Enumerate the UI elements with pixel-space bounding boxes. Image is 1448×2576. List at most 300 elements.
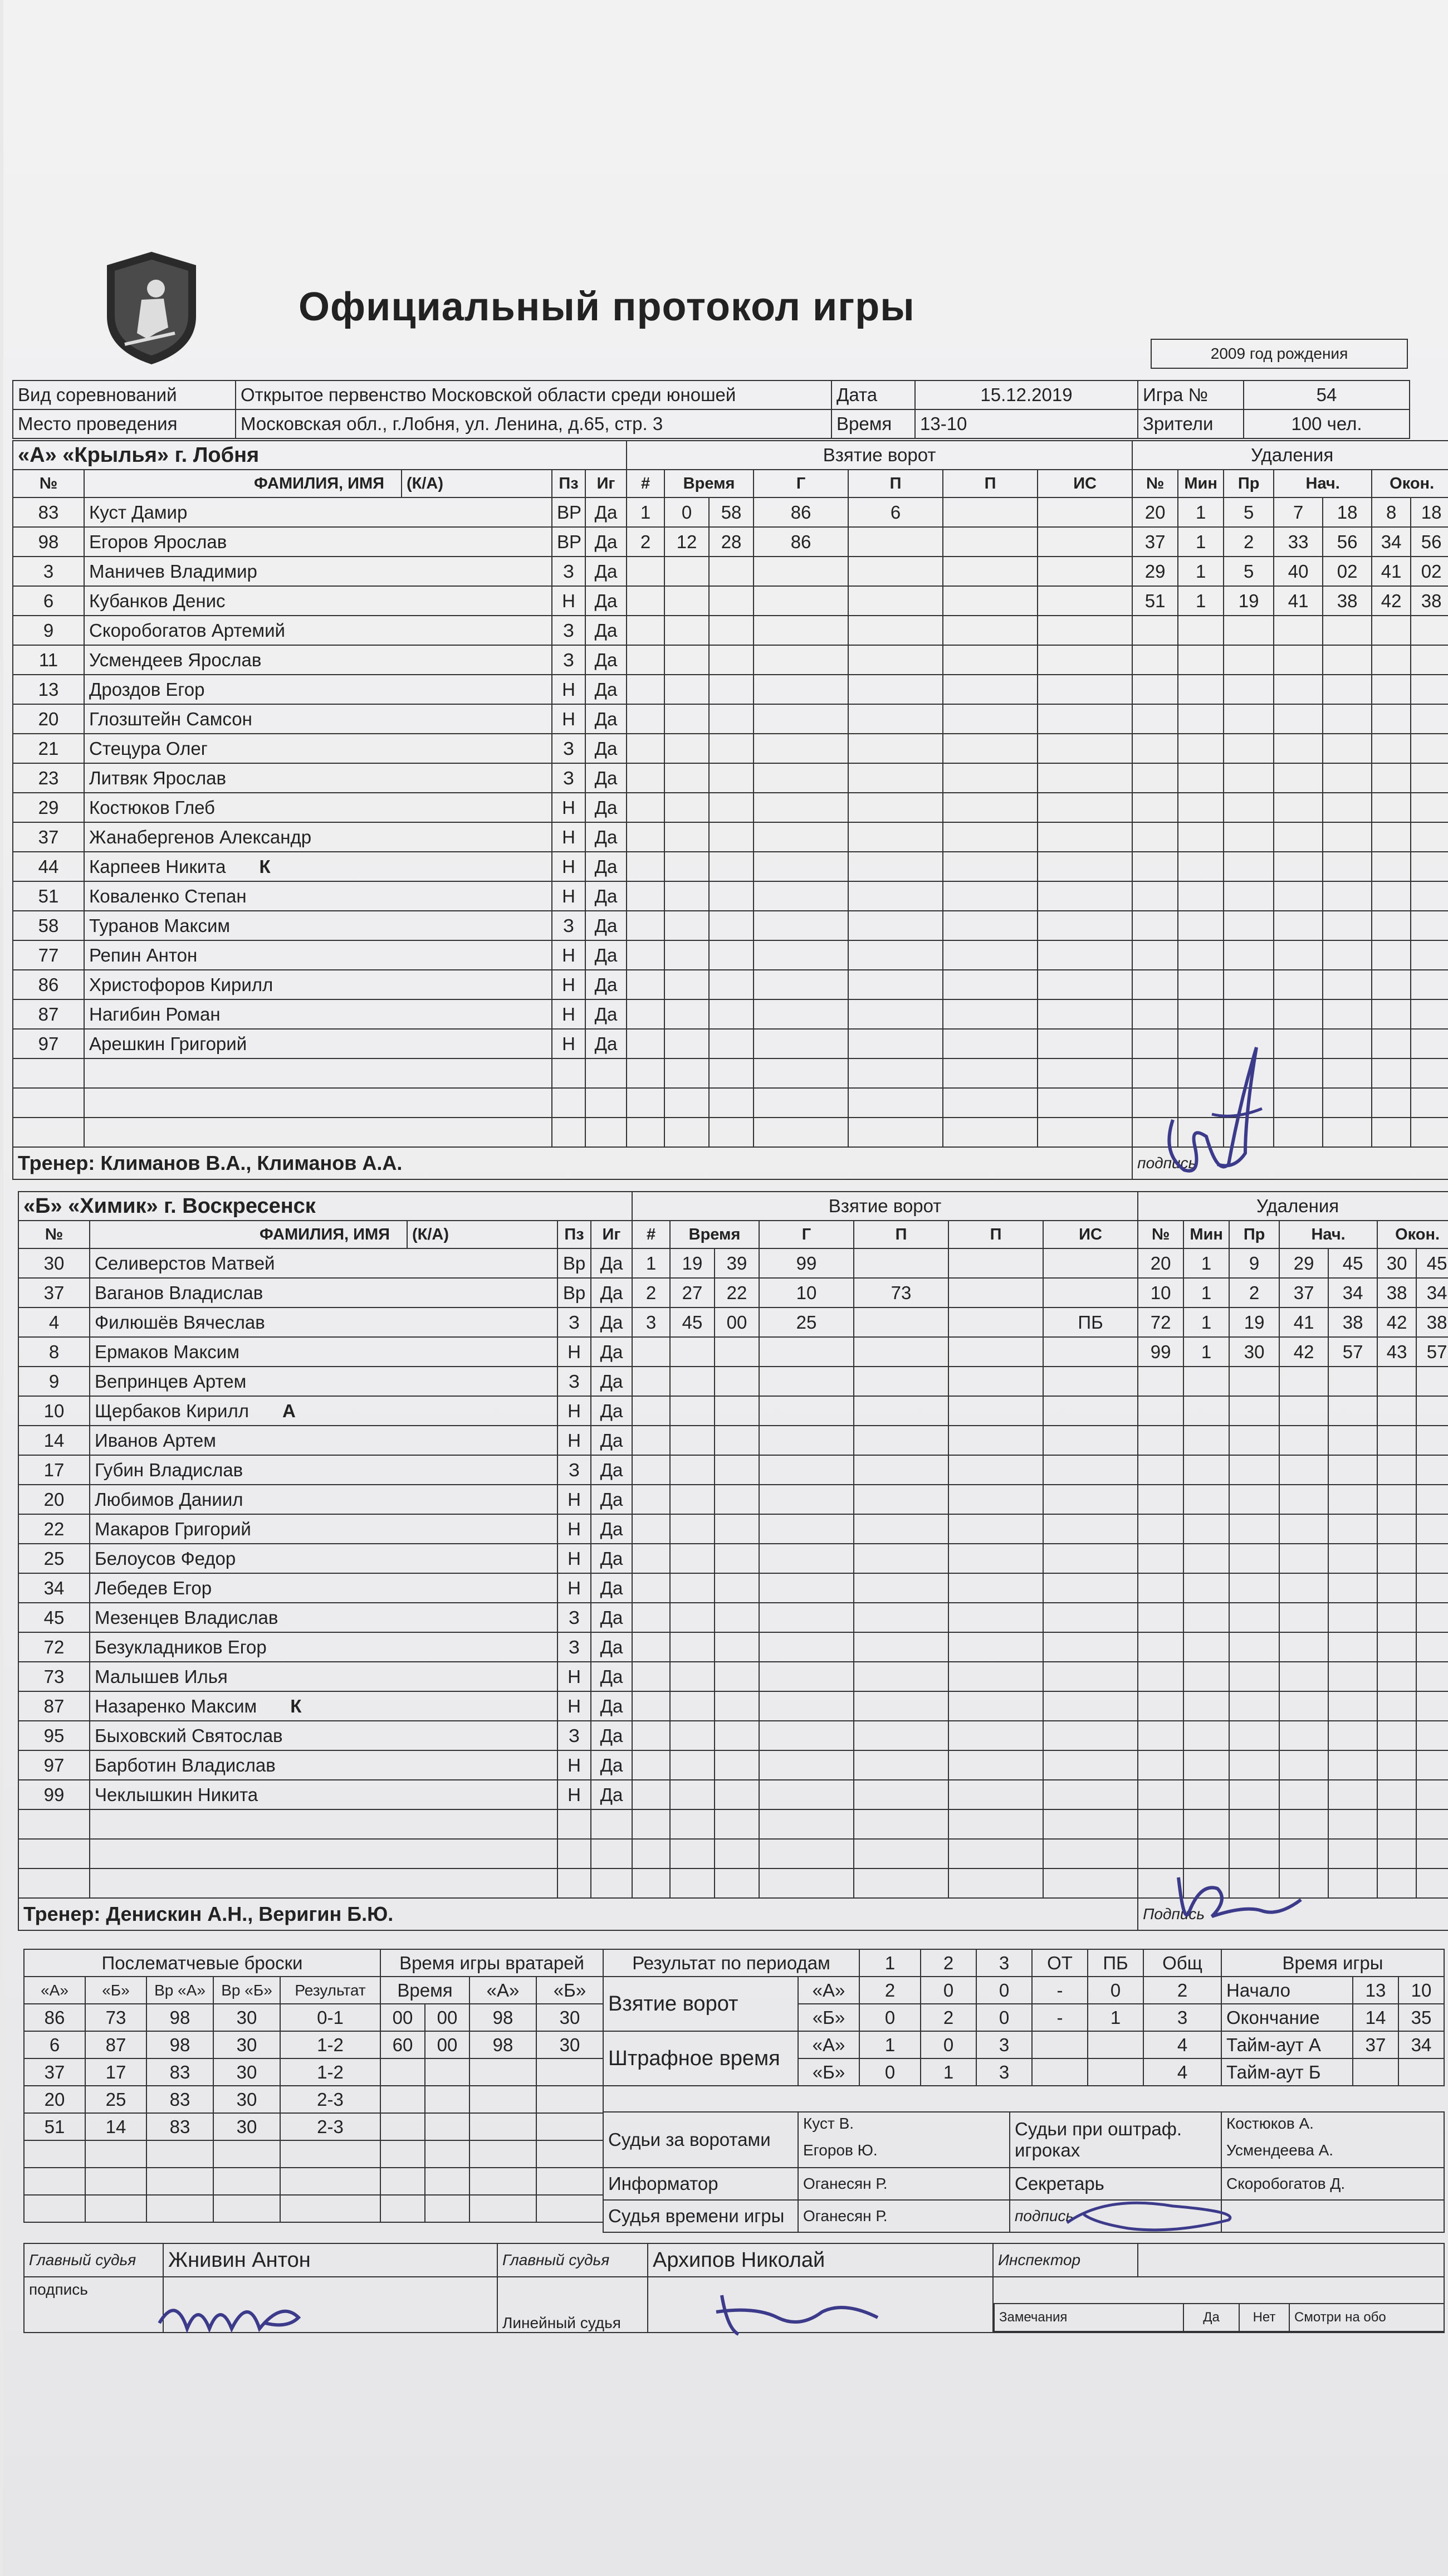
goals-row-label: Взятие ворот xyxy=(603,1977,798,2031)
shootout-col: «Б» xyxy=(85,1977,146,2004)
team-sign-label: Подпись xyxy=(1138,1898,1448,1930)
player-name-text: Белоусов Федор xyxy=(95,1548,236,1569)
shootout-cell: 30 xyxy=(213,2086,280,2113)
player-name-text: Кубанков Денис xyxy=(89,590,226,611)
penalty-judges-label: Судьи при оштраф. игроках xyxy=(1010,2112,1221,2168)
table-row xyxy=(18,1750,1448,1780)
goal-second: 58 xyxy=(709,497,754,527)
col-goal-scorer: Г xyxy=(759,1221,854,1248)
player-number: 87 xyxy=(18,1691,90,1721)
goal-judges-label: Судьи за воротами xyxy=(603,2112,798,2168)
period-value xyxy=(1032,2031,1088,2058)
table-row xyxy=(380,2140,603,2168)
player-played: Да xyxy=(591,1691,632,1721)
period-total: 4 xyxy=(1143,2058,1221,2086)
player-position: З xyxy=(552,734,585,763)
pen-minutes: 1 xyxy=(1178,557,1224,586)
player-position: З xyxy=(552,557,585,586)
table-row xyxy=(24,2168,380,2195)
goalie-time-cell: 00 xyxy=(425,2004,469,2031)
pen-end-min: 30 xyxy=(1377,1248,1416,1278)
player-played: Да xyxy=(585,763,627,793)
game-number-value: 54 xyxy=(1244,380,1410,409)
chief-referee-label-2: Главный судья xyxy=(497,2243,648,2277)
game-time-minute xyxy=(1398,2058,1444,2086)
player-name-text: Арешкин Григорий xyxy=(89,1033,247,1054)
player-position: Н xyxy=(557,1544,591,1573)
table-row xyxy=(18,1278,1448,1307)
remarks-label: Замечания xyxy=(994,2304,1183,2331)
player-played: Да xyxy=(585,675,627,704)
player-number: 4 xyxy=(18,1307,90,1337)
player-played: Да xyxy=(585,704,627,734)
player-name xyxy=(84,763,552,793)
player-played: Да xyxy=(585,999,627,1029)
table-row xyxy=(380,2113,603,2140)
player-number: 20 xyxy=(13,704,84,734)
player-name-text: Губин Владислав xyxy=(95,1459,243,1480)
player-position: Н xyxy=(552,940,585,970)
player-name-text: Макаров Григорий xyxy=(95,1518,251,1539)
pen-reason: 2 xyxy=(1229,1278,1279,1307)
table-row xyxy=(13,911,1448,940)
player-played: Да xyxy=(591,1750,632,1780)
period-team: «Б» xyxy=(798,2004,859,2031)
venue-value: Московская обл., г.Лобня, ул. Ленина, д.65, стр. 3 xyxy=(236,409,831,438)
pen-start-min: 37 xyxy=(1279,1278,1328,1307)
col-goal-time: Время xyxy=(670,1221,759,1248)
table-row xyxy=(18,1307,1448,1337)
game-time-hour xyxy=(1353,2058,1398,2086)
shootout-cell: 98 xyxy=(146,2004,213,2031)
col-ka: (К/А) xyxy=(402,470,552,497)
table-row xyxy=(380,2031,603,2058)
player-position: Н xyxy=(552,675,585,704)
player-played: Да xyxy=(591,1426,632,1455)
player-name-text: Малышев Илья xyxy=(95,1666,228,1687)
table-row xyxy=(13,734,1448,763)
player-name xyxy=(84,704,552,734)
table-row xyxy=(380,2086,603,2113)
col-pen-start: Нач. xyxy=(1279,1221,1377,1248)
goal-number: 3 xyxy=(632,1307,670,1337)
goal-minute: 19 xyxy=(670,1248,715,1278)
goal-minute: 27 xyxy=(670,1278,715,1307)
shootout-cell: 25 xyxy=(85,2086,146,2113)
player-name xyxy=(84,999,552,1029)
shootout-cell: 87 xyxy=(85,2031,146,2058)
period-value: 0 xyxy=(921,1977,976,2004)
col-goal-situation: ИС xyxy=(1038,470,1132,497)
period-value: 0 xyxy=(859,2058,921,2086)
col-pen-reason: Пр xyxy=(1224,470,1274,497)
pen-start-sec: 57 xyxy=(1328,1337,1377,1367)
col-pen-end: Окон. xyxy=(1377,1221,1448,1248)
pen-player: 51 xyxy=(1132,586,1178,616)
player-position: Н xyxy=(557,1750,591,1780)
shootout-cell: 37 xyxy=(24,2058,85,2086)
player-played: Да xyxy=(591,1367,632,1396)
player-played: Да xyxy=(585,852,627,881)
player-number: 98 xyxy=(13,527,84,557)
shootout-cell: 0-1 xyxy=(280,2004,380,2031)
player-position: Н xyxy=(552,704,585,734)
player-number: 13 xyxy=(13,675,84,704)
officials-sign-label: подпись xyxy=(1010,2200,1221,2232)
player-number: 37 xyxy=(18,1278,90,1307)
goalie-time-cell: 30 xyxy=(536,2004,603,2031)
player-name-text: Скоробогатов Артемий xyxy=(89,619,285,641)
table-row xyxy=(24,2004,380,2031)
player-name xyxy=(84,852,552,881)
player-number: 8 xyxy=(18,1337,90,1367)
shootout-cell: 98 xyxy=(146,2031,213,2058)
player-number: 73 xyxy=(18,1662,90,1691)
player-position: З xyxy=(552,616,585,645)
goal-minute: 0 xyxy=(664,497,709,527)
team-title: «А» «Крылья» г. Лобня xyxy=(13,441,627,470)
line-judge-label: Линейный судья xyxy=(497,2277,648,2333)
goal-assist-1 xyxy=(854,1307,948,1337)
col-number: № xyxy=(13,470,84,497)
player-number: 23 xyxy=(13,763,84,793)
player-name xyxy=(90,1603,557,1632)
shootout-cell: 6 xyxy=(24,2031,85,2058)
col-goal-situation: ИС xyxy=(1043,1221,1138,1248)
col-pen-min: Мин xyxy=(1178,470,1224,497)
player-name xyxy=(90,1278,557,1307)
pen-end-sec: 38 xyxy=(1411,586,1448,616)
col-pen-num: № xyxy=(1132,470,1178,497)
table-row xyxy=(18,1367,1448,1396)
spectators-value: 100 чел. xyxy=(1244,409,1410,438)
col-pen-min: Мин xyxy=(1183,1221,1229,1248)
pen-end-sec: 56 xyxy=(1411,527,1448,557)
game-time-label: Тайм-аут Б xyxy=(1221,2058,1353,2086)
team-b-section xyxy=(18,1191,1447,1931)
player-name xyxy=(90,1337,557,1367)
goal-assist-2 xyxy=(943,527,1038,557)
player-position: Вр xyxy=(557,1248,591,1278)
player-name-text: Селиверстов Матвей xyxy=(95,1252,275,1274)
player-position: Н xyxy=(557,1426,591,1455)
remarks-see-back: Смотри на обо xyxy=(1289,2304,1444,2331)
shootout-cell: 30 xyxy=(213,2004,280,2031)
goalie-time-table xyxy=(380,1949,604,2223)
col-assist-2: П xyxy=(948,1221,1043,1248)
table-row xyxy=(24,2031,380,2058)
penalties-header: Удаления xyxy=(1132,441,1448,470)
player-played: Да xyxy=(585,557,627,586)
player-played: Да xyxy=(591,1603,632,1632)
table-row xyxy=(24,2113,380,2140)
period-team: «А» xyxy=(798,1977,859,2004)
player-position: Вр xyxy=(557,1278,591,1307)
pen-start-min: 41 xyxy=(1279,1307,1328,1337)
table-row xyxy=(18,1780,1448,1809)
table-row xyxy=(380,2004,603,2031)
goal-assist-2 xyxy=(948,1278,1043,1307)
player-position: З xyxy=(557,1632,591,1662)
shootout-cell: 73 xyxy=(85,2004,146,2031)
goalie-time-title: Время игры вратарей xyxy=(380,1949,603,1977)
game-time-minute: 10 xyxy=(1398,1977,1444,2004)
col-name: ФАМИЛИЯ, ИМЯ xyxy=(84,470,402,497)
shootout-cell: 30 xyxy=(213,2058,280,2086)
year-box xyxy=(1151,339,1408,369)
goal-scorer: 10 xyxy=(759,1278,854,1307)
pen-start-sec: 02 xyxy=(1323,557,1372,586)
table-row xyxy=(13,616,1448,645)
player-position: Н xyxy=(552,822,585,852)
pen-start-sec: 38 xyxy=(1323,586,1372,616)
pen-end-min: 8 xyxy=(1372,497,1411,527)
player-name-text: Назаренко Максим xyxy=(95,1695,257,1716)
player-name xyxy=(84,734,552,763)
period-3-col: 3 xyxy=(976,1949,1032,1977)
player-played: Да xyxy=(585,1029,627,1058)
date-label: Дата xyxy=(831,380,915,409)
pen-minutes: 1 xyxy=(1183,1248,1229,1278)
team-title: «Б» «Химик» г. Воскресенск xyxy=(18,1192,632,1221)
player-name-text: Коваленко Степан xyxy=(89,885,247,906)
shootout-cell: 51 xyxy=(24,2113,85,2140)
player-position: З xyxy=(552,763,585,793)
player-name xyxy=(90,1514,557,1544)
player-position: Н xyxy=(557,1396,591,1426)
player-name xyxy=(90,1396,557,1426)
player-position: Н xyxy=(552,1029,585,1058)
teamB-table xyxy=(18,1191,1448,1931)
game-time-table xyxy=(1221,1949,1445,2086)
table-row xyxy=(24,2058,380,2086)
player-position: З xyxy=(557,1721,591,1750)
team-b-signature xyxy=(1167,1861,1312,1939)
shootout-cell: 83 xyxy=(146,2058,213,2086)
player-name xyxy=(84,822,552,852)
table-row xyxy=(13,675,1448,704)
player-number: 22 xyxy=(18,1514,90,1544)
game-time-hour: 13 xyxy=(1353,1977,1398,2004)
player-name-text: Вепринцев Артем xyxy=(95,1370,247,1392)
table-row xyxy=(13,497,1448,527)
player-played: Да xyxy=(585,645,627,675)
player-name xyxy=(84,645,552,675)
player-position: Н xyxy=(557,1691,591,1721)
pen-end-sec: 45 xyxy=(1416,1248,1448,1278)
period-value: 0 xyxy=(976,1977,1032,2004)
player-played: Да xyxy=(585,497,627,527)
period-total: 2 xyxy=(1143,1977,1221,2004)
table-row xyxy=(13,557,1448,586)
goal-number: 2 xyxy=(627,527,664,557)
player-played: Да xyxy=(591,1514,632,1544)
pen-end-sec: 34 xyxy=(1416,1278,1448,1307)
player-number: 29 xyxy=(13,793,84,822)
shootout-cell: 30 xyxy=(213,2113,280,2140)
remarks-yes: Да xyxy=(1183,2304,1239,2331)
table-row xyxy=(380,2195,603,2222)
player-name-text: Глозштейн Самсон xyxy=(89,708,252,729)
game-time-label: Окончание xyxy=(1221,2004,1353,2031)
col-number: № xyxy=(18,1221,90,1248)
table-row xyxy=(24,2086,380,2113)
player-number: 97 xyxy=(13,1029,84,1058)
pen-end-min: 41 xyxy=(1372,557,1411,586)
pen-reason: 5 xyxy=(1224,497,1274,527)
game-time-hour: 37 xyxy=(1353,2031,1398,2058)
pen-minutes: 1 xyxy=(1183,1307,1229,1337)
player-position: Н xyxy=(552,970,585,999)
player-played: Да xyxy=(591,1307,632,1337)
pen-reason: 5 xyxy=(1224,557,1274,586)
goal-scorer: 99 xyxy=(759,1248,854,1278)
pen-player: 10 xyxy=(1138,1278,1183,1307)
pen-minutes: 1 xyxy=(1178,586,1224,616)
table-row xyxy=(13,763,1448,793)
period-value: 1 xyxy=(1088,2004,1143,2031)
player-number: 72 xyxy=(18,1632,90,1662)
player-played: Да xyxy=(585,616,627,645)
goal-assist-2 xyxy=(948,1307,1043,1337)
player-name xyxy=(90,1662,557,1691)
period-value: 1 xyxy=(859,2031,921,2058)
player-position: Н xyxy=(557,1485,591,1514)
pen-reason: 9 xyxy=(1229,1248,1279,1278)
table-row xyxy=(18,1426,1448,1455)
pen-minutes: 1 xyxy=(1178,497,1224,527)
team-sign-label: подпись xyxy=(1132,1147,1448,1179)
player-played: Да xyxy=(591,1396,632,1426)
player-name-text: Быховский Святослав xyxy=(95,1725,283,1746)
player-position: Н xyxy=(552,999,585,1029)
player-name-text: Литвяк Ярослав xyxy=(89,767,227,788)
player-position: ВР xyxy=(552,497,585,527)
pen-start-sec: 45 xyxy=(1328,1248,1377,1278)
pen-start-sec: 56 xyxy=(1323,527,1372,557)
competition-value: Открытое первенство Московской области среди юношей xyxy=(236,380,831,409)
spectators-label: Зрители xyxy=(1138,409,1244,438)
pen-start-min: 42 xyxy=(1279,1337,1328,1367)
table-row xyxy=(380,2058,603,2086)
player-number: 95 xyxy=(18,1721,90,1750)
goal-judge-2: Егоров Ю. xyxy=(803,2141,878,2159)
goal-situation xyxy=(1038,527,1132,557)
player-name-text: Щербаков Кирилл xyxy=(95,1400,249,1421)
player-name-text: Чеклышкин Никита xyxy=(95,1784,258,1805)
table-row xyxy=(13,970,1448,999)
table-row xyxy=(18,1485,1448,1514)
shootout-cell: 30 xyxy=(213,2031,280,2058)
pen-reason: 19 xyxy=(1229,1307,1279,1337)
player-name xyxy=(84,586,552,616)
player-name xyxy=(90,1485,557,1514)
player-number: 83 xyxy=(13,497,84,527)
player-name xyxy=(90,1780,557,1809)
player-name-text: Дроздов Егор xyxy=(89,679,205,700)
match-info-table xyxy=(12,380,1410,439)
goal-assist-1 xyxy=(854,1248,948,1278)
game-time-title: Время игры xyxy=(1221,1949,1444,1977)
periods-table xyxy=(603,1949,1222,2086)
captain-mark: А xyxy=(282,1400,296,1421)
periods-title: Результат по периодам xyxy=(603,1949,859,1977)
penalty-judge-1: Костюков А. xyxy=(1226,2115,1314,2132)
secretary-value: Скоробогатов Д. xyxy=(1221,2168,1444,2200)
pen-end-min: 42 xyxy=(1377,1307,1416,1337)
timer-value: Оганесян Р. xyxy=(798,2200,1010,2232)
shootout-cell: 17 xyxy=(85,2058,146,2086)
goal-second: 39 xyxy=(715,1248,759,1278)
table-row xyxy=(1221,1977,1444,2004)
col-played: Иг xyxy=(591,1221,632,1248)
goal-minute: 12 xyxy=(664,527,709,557)
col-goal-num: # xyxy=(632,1221,670,1248)
player-position: З xyxy=(557,1603,591,1632)
col-assist-1: П xyxy=(848,470,943,497)
pen-player: 20 xyxy=(1132,497,1178,527)
pen-start-min: 7 xyxy=(1274,497,1323,527)
player-number: 34 xyxy=(18,1573,90,1603)
coach-line: Тренер: Климанов В.А., Климанов А.А. xyxy=(13,1147,1132,1179)
game-number-label: Игра № xyxy=(1138,380,1244,409)
table-row xyxy=(18,1337,1448,1367)
goalie-time-cell: 60 xyxy=(380,2031,425,2058)
player-name-text: Егоров Ярослав xyxy=(89,531,227,552)
player-played: Да xyxy=(591,1721,632,1750)
player-number: 77 xyxy=(13,940,84,970)
game-time-label: Тайм-аут А xyxy=(1221,2031,1353,2058)
goals-header: Взятие ворот xyxy=(627,441,1132,470)
player-name xyxy=(84,970,552,999)
goalie-time-cell: 98 xyxy=(469,2031,536,2058)
pen-end-sec: 02 xyxy=(1411,557,1448,586)
period-value: 0 xyxy=(976,2004,1032,2031)
player-played: Да xyxy=(585,793,627,822)
player-position: З xyxy=(557,1367,591,1396)
period-total: 4 xyxy=(1143,2031,1221,2058)
goal-assist-1: 73 xyxy=(854,1278,948,1307)
col-goal-scorer: Г xyxy=(754,470,848,497)
pen-start-sec: 18 xyxy=(1323,497,1372,527)
shootout-cell: 2-3 xyxy=(280,2113,380,2140)
col-pen-end: Окон. xyxy=(1372,470,1448,497)
player-number: 44 xyxy=(13,852,84,881)
player-name-text: Жанабергенов Александр xyxy=(89,826,312,847)
coach-line: Тренер: Денискин А.Н., Веригин Б.Ю. xyxy=(18,1898,1138,1930)
period-value: 0 xyxy=(1088,1977,1143,2004)
player-number: 10 xyxy=(18,1396,90,1426)
player-played: Да xyxy=(591,1632,632,1662)
player-played: Да xyxy=(591,1544,632,1573)
officials-table xyxy=(603,2111,1445,2233)
player-number: 11 xyxy=(13,645,84,675)
pen-minutes: 1 xyxy=(1183,1278,1229,1307)
player-name xyxy=(84,1029,552,1058)
goalie-time-cell: 98 xyxy=(469,2004,536,2031)
player-name xyxy=(90,1426,557,1455)
player-position: ВР xyxy=(552,527,585,557)
period-value: 3 xyxy=(976,2058,1032,2086)
player-played: Да xyxy=(591,1573,632,1603)
player-number: 9 xyxy=(13,616,84,645)
game-time-minute: 35 xyxy=(1398,2004,1444,2031)
player-played: Да xyxy=(591,1278,632,1307)
player-name xyxy=(84,881,552,911)
goal-second: 22 xyxy=(715,1278,759,1307)
table-row xyxy=(18,1544,1448,1573)
goal-assist-1: 6 xyxy=(848,497,943,527)
